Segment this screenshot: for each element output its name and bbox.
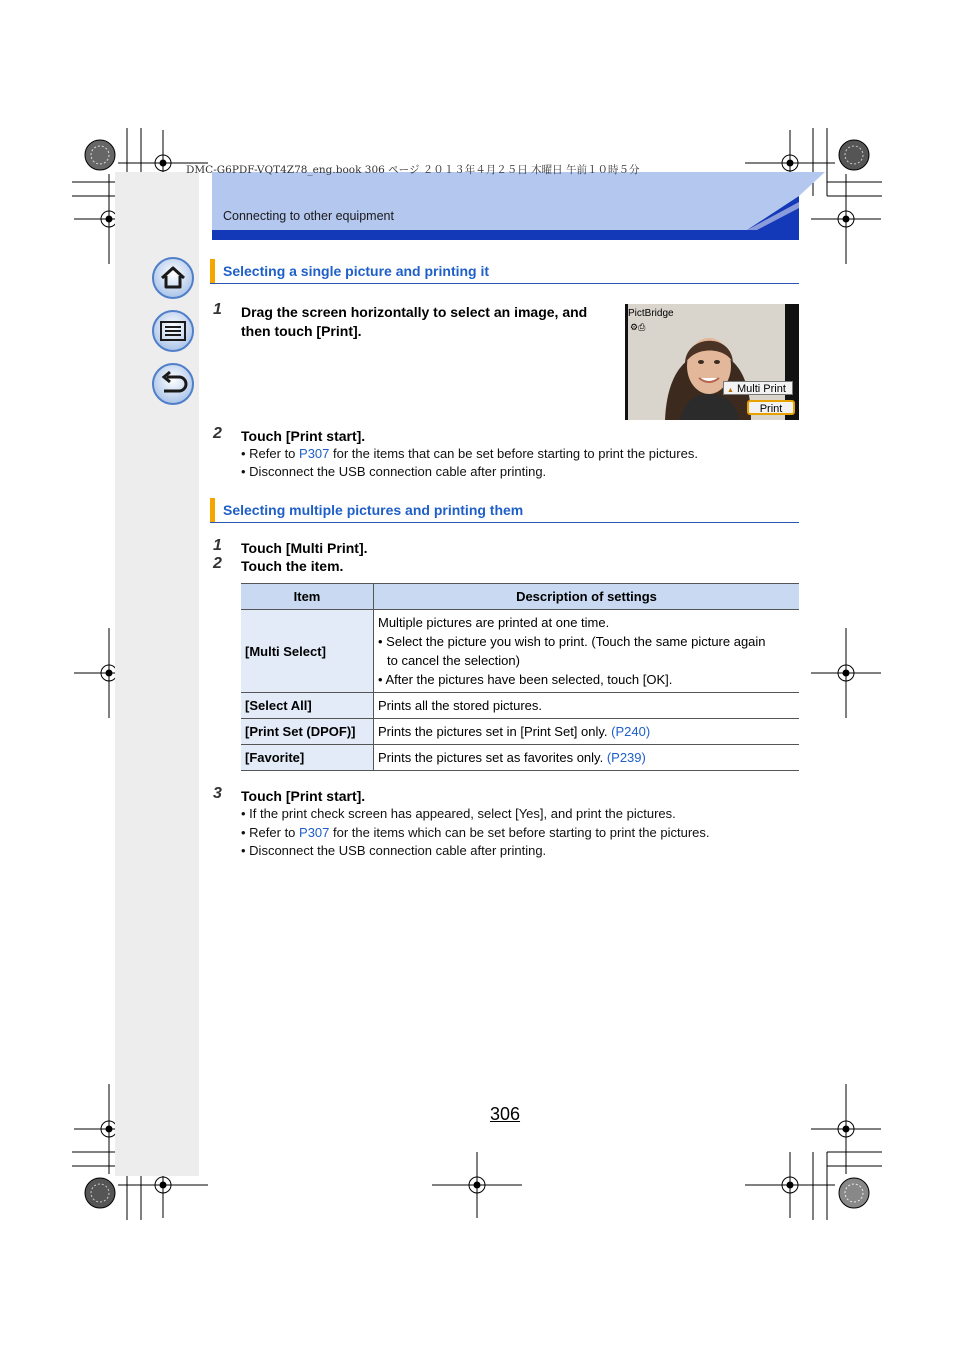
page-link[interactable]: P307 [299,825,330,840]
table-row [241,745,799,771]
step-text: Touch [Multi Print]. [241,540,368,556]
print-button[interactable] [747,400,795,415]
section-title: Selecting multiple pictures and printing them [223,502,524,518]
list-menu-icon [151,309,195,353]
description-cell [374,693,800,719]
home-button[interactable] [151,256,195,300]
header-band-tip [799,172,825,196]
bullet-text: • Refer to [241,446,300,461]
bullet-text: • If the print check screen has appeared, select [Yes], and print the pictures. [241,806,676,821]
heading-accent-bar [210,498,215,522]
heading-accent-bar [210,259,215,283]
table-row [241,719,799,745]
step-number: 2 [213,555,222,572]
step-text: Drag the screen horizontally to select an image, and [241,304,588,320]
description-line: Prints the pictures set as favorites only. [378,750,607,765]
page-link[interactable]: (P239) [606,750,646,765]
description-line: • After the pictures have been selected, touch [OK]. [378,672,673,687]
step-text: then touch [Print]. [241,323,362,339]
back-button[interactable] [151,362,195,406]
bullet-item [241,446,698,461]
step-text: Touch the item. [241,558,344,574]
multi-print-label: Multi Print [737,383,786,395]
bullet-text: for the items which can be set before starting to print the pictures. [329,825,710,840]
menu-button[interactable] [151,309,195,353]
item-cell: [Select All] [241,693,374,719]
step-text: Touch [Print start]. [241,428,366,444]
bullet-text: • Disconnect the USB connection cable after printing. [241,464,547,479]
bullet-item [241,843,546,858]
file-info-line: DMC-G6PDF-VQT4Z78_eng.book 306 ページ ２０１３年４月２５日 木曜日 午前１０時５分 [186,164,640,176]
step-number: 3 [213,785,222,802]
column-header-item: Item [241,584,374,610]
return-arrow-icon [151,362,195,406]
camera-screen-image [625,304,799,420]
item-cell: [Favorite] [241,745,374,771]
page-link[interactable]: P307 [299,446,330,461]
table-row [241,610,799,693]
section-title: Selecting a single picture and printing it [223,263,490,279]
header-band [212,172,799,240]
description-line: Prints the pictures set in [Print Set] only. [378,724,612,739]
bullet-item [241,464,546,479]
step-number: 1 [213,537,222,554]
bullet-text: for the items that can be set before starting to print the pictures. [329,446,698,461]
description-cell [374,745,800,771]
pictbridge-label: PictBridge [628,308,674,319]
bullet-item [241,825,710,840]
print-label: Print [759,403,783,415]
column-header-description: Description of settings [374,584,800,610]
arrow-up-icon: ▲ [727,387,734,394]
item-cell: [Multi Select] [241,610,374,693]
print-settings-icon: ⚙⎙ [630,322,646,332]
breadcrumb: Connecting to other equipment [223,209,394,223]
table-header-row [241,584,799,610]
description-line: Multiple pictures are printed at one time. [378,615,610,630]
table-row [241,693,799,719]
item-cell: [Print Set (DPOF)] [241,719,374,745]
section-heading-single [210,259,799,284]
bullet-item [241,806,676,821]
description-line: to cancel the selection) [387,653,520,668]
bullet-text: • Refer to [241,825,300,840]
bullet-text: • Disconnect the USB connection cable after printing. [241,843,547,858]
step-text: Touch [Print start]. [241,788,366,804]
page-link[interactable]: (P240) [611,724,651,739]
step-number: 1 [213,301,222,318]
page-number: 306 [490,1104,521,1124]
section-heading-multiple [210,498,799,523]
settings-table [241,583,799,771]
description-cell [374,610,800,693]
multi-print-button[interactable] [723,381,793,395]
description-line: • Select the picture you wish to print. (Touch the same picture again [378,634,766,649]
description-cell [374,719,800,745]
home-icon [151,256,195,300]
description-line: Prints all the stored pictures. [378,698,543,713]
step-number: 2 [213,425,222,442]
